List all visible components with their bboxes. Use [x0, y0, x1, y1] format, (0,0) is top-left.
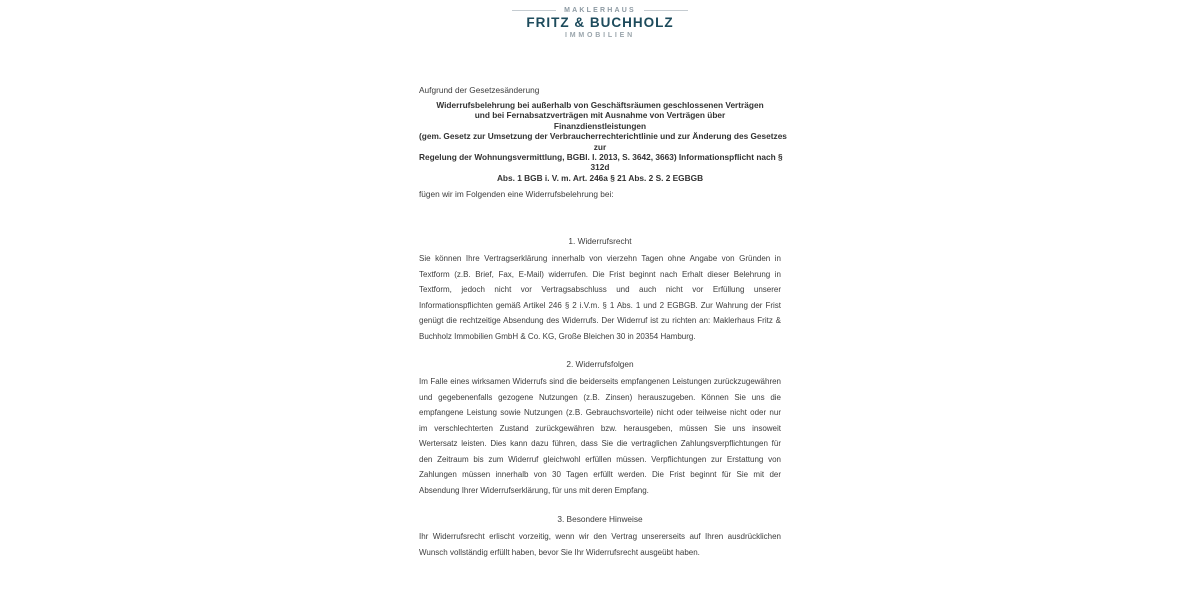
paragraph-line: Textform (z.B. Brief, Fax, E-Mail) widerrufen. Die Frist beginnt nach Erhalt dieser Belehrung in: [419, 269, 781, 279]
title-line: Widerrufsbelehrung bei außerhalb von Geschäftsräumen geschlossenen Verträgen: [436, 100, 764, 110]
section-heading: 2. Widerrufsfolgen: [566, 359, 634, 370]
document-intro: Aufgrund der Gesetzesänderung: [419, 85, 540, 95]
section-widerrufsrecht: [419, 236, 781, 344]
title-line: zur: [593, 141, 607, 152]
section-paragraph: [419, 529, 781, 560]
logo-brand-name: FRITZ & BUCHHOLZ: [526, 15, 674, 30]
paragraph-line: Informationspflichten gemäß Artikel 246 § 2 i.V.m. § 1 Abs. 1 und 2 EGBGB. Zur Wahrung der Frist: [419, 300, 781, 310]
paragraph-line: Buchholz Immobilien GmbH & Co. KG, Große Bleichen 30 in 20354 Hamburg.: [419, 331, 696, 341]
section-besondere-hinweise: [419, 514, 781, 560]
paragraph-line: Sie können Ihre Vertragserklärung innerhalb von vierzehn Tagen ohne Angabe von Gründen in: [419, 254, 781, 264]
document-title: [419, 100, 787, 183]
document-body: [419, 85, 787, 560]
title-line: Regelung der Wohnungsvermittlung, BGBl. I. 2013, S. 3642, 3663) Informationspflicht nach §: [419, 152, 783, 163]
title-line: Finanzdienstleistungen: [553, 120, 647, 131]
paragraph-line: im verschlechterten Zustand zurückgewähren bzw. herausgeben, müssen Sie uns insoweit: [419, 423, 781, 433]
logo-top-row: [0, 7, 1200, 14]
section-paragraph: [419, 374, 781, 498]
paragraph-line: genügt die rechtzeitige Absendung des Widerrufs. Der Widerruf ist zu richten an: Maklerhaus Fritz &: [419, 316, 781, 326]
paragraph-line: Textform, jedoch nicht vor Vertragsabschluss und auch nicht vor Erfüllung unserer: [419, 285, 781, 295]
paragraph-line: Absendung Ihrer Widerrufserklärung, für uns mit deren Empfang.: [419, 485, 649, 495]
paragraph-line: Ihr Widerrufsrecht erlischt vorzeitig, wenn wir den Vertrag unsererseits auf Ihren ausdrücklichen: [419, 532, 781, 542]
paragraph-line: Zahlungen müssen innerhalb von 30 Tagen erfüllt werden. Die Frist beginnt für Sie mit der: [419, 470, 781, 480]
paragraph-line: Wunsch vollständig erfüllt haben, bevor Sie Ihr Widerrufsrecht ausgeübt haben.: [419, 547, 700, 557]
section-paragraph: [419, 251, 781, 344]
company-logo: [0, 0, 1200, 39]
title-line: und bei Fernabsatzverträgen mit Ausnahme von Verträgen über: [474, 110, 726, 121]
section-widerrufsfolgen: [419, 359, 781, 498]
logo-rule-left: [512, 10, 556, 11]
title-line: Abs. 1 BGB i. V. m. Art. 246a § 21 Abs. 2 S. 2 EGBGB: [496, 172, 704, 183]
logo-rule-right: [644, 10, 688, 11]
title-line: (gem. Gesetz zur Umsetzung der Verbraucherrechterichtlinie und zur Änderung des Gesetzes: [419, 131, 787, 142]
title-line: 312d: [590, 162, 610, 173]
section-heading: 1. Widerrufsrecht: [568, 236, 632, 247]
paragraph-line: und gegebenenfalls gezogene Nutzungen (z.B. Zinsen) herauszugeben. Können Sie uns die: [419, 392, 781, 402]
paragraph-line: Im Falle eines wirksamen Widerrufs sind die beiderseits empfangenen Leistungen zurückzugewähren: [419, 377, 781, 387]
document-title-suffix: fügen wir im Folgenden eine Widerrufsbelehrung bei:: [419, 189, 614, 200]
paragraph-line: empfangene Leistung sowie Nutzungen (z.B. Gebrauchsvorteile) nicht oder teilweise nicht oder nur: [419, 408, 781, 418]
logo-brand-top: MAKLERHAUS: [564, 7, 636, 14]
paragraph-line: Wertersatz leisten. Dies kann dazu führen, dass Sie die vertraglichen Zahlungsverpflichtungen für: [419, 439, 781, 449]
logo-brand-sub: IMMOBILIEN: [565, 32, 635, 39]
section-heading: 3. Besondere Hinweise: [557, 514, 643, 525]
paragraph-line: den Zeitraum bis zum Widerruf gleichwohl erfüllen müssen. Verpflichtungen zur Erstattung von: [419, 454, 781, 464]
